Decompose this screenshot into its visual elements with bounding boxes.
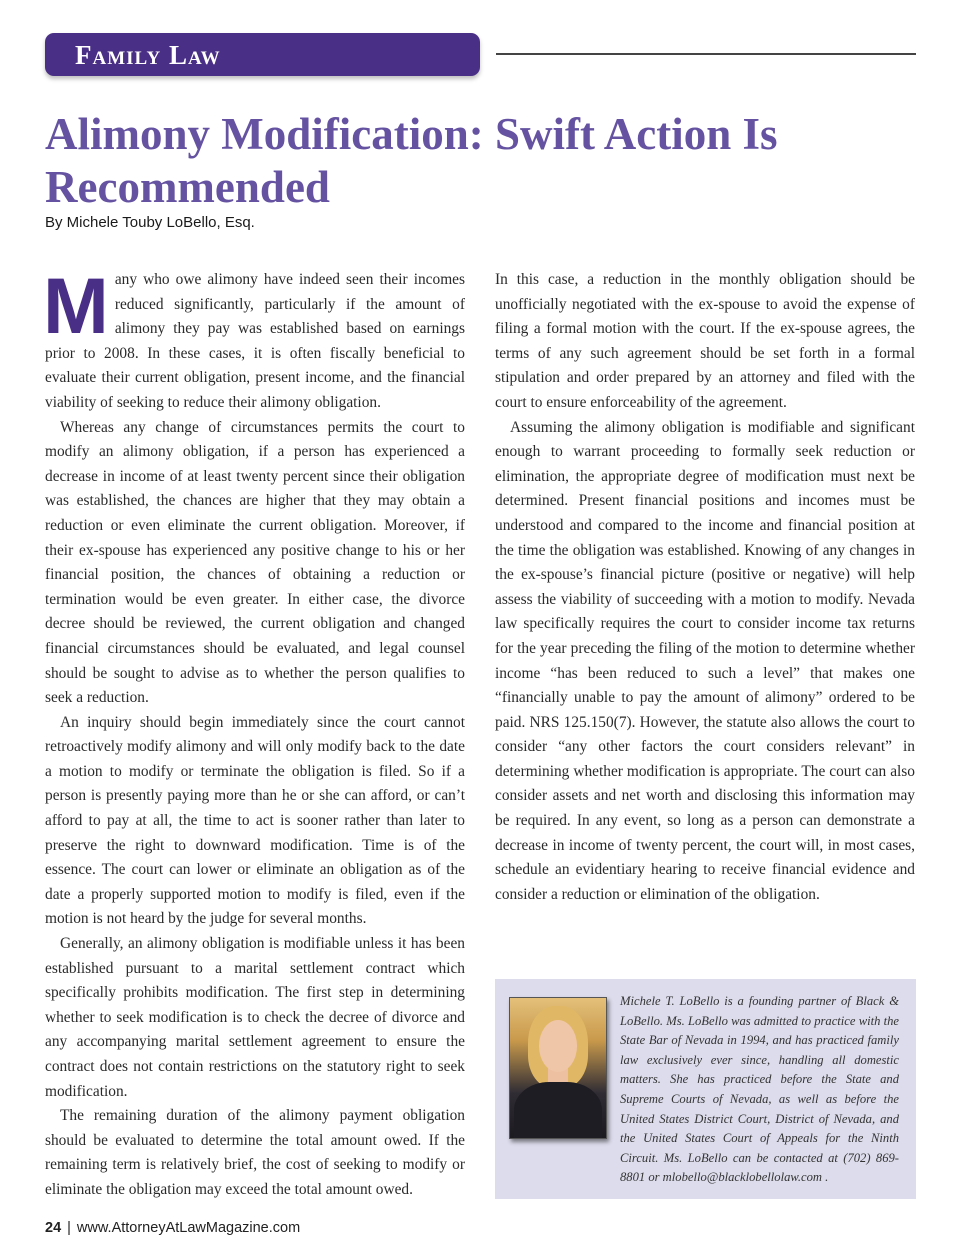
paragraph-text: any who owe alimony have indeed seen their incomes reduced significantly, particularly if the amount of alimony they pay was established based on earnings prior to 2008. In these cases, it is often fiscally beneficial to evaluate their current obligation, present income, and the financial viability of seeking to reduce their alimony obligation. xyxy=(45,271,465,411)
paragraph: In this case, a reduction in the monthly obligation should be unofficially negotiated with the ex-spouse to avoid the expense of filing a formal motion with the court. If the ex-spouse agrees, the terms of any such agreement should be set forth in a formal stipulation and order prepared by an attorney and filed with the court to ensure enforceability of the agreement. xyxy=(495,271,915,411)
article-title: Alimony Modification: Swift Action Is Recommended xyxy=(45,109,778,212)
author-photo xyxy=(509,997,607,1139)
footer-separator: | xyxy=(67,1220,71,1236)
header-divider xyxy=(496,53,916,55)
section-title: Family Law xyxy=(75,40,221,70)
section-banner xyxy=(45,33,480,76)
paragraph: Whereas any change of circumstances permits the court to modify an alimony obligation, if a person has experienced a decrease in income of at least twenty percent since their obligation was established, the chances are higher that they may obtain a reduction or even eliminate the current obligation. Moreover, if their ex-spouse has experienced any positive change to his or her financial position, the chances of obtaining a reduction or termination would be even greater. In either case, the divorce decree should be reviewed, the current obligation and changed financial circumstances should be evaluated, and legal counsel should be sought to advise as to whether the person qualifies to seek a reduction. xyxy=(45,418,465,707)
left-column xyxy=(43,261,465,1203)
website-link[interactable]: www.AttorneyAtLawMagazine.com xyxy=(76,1220,301,1236)
right-column xyxy=(495,268,915,907)
author-bio-box xyxy=(495,979,916,1199)
paragraph: Assuming the alimony obligation is modifiable and significant enough to warrant proceeding to formally seek reduction or elimination, the appropriate degree of modification must next be determined. Present financial positions and incomes must be understood and compared to the income and financial position at the time the obligation was established. Knowing of any changes in the ex-spouse’s financial picture (positive or negative) will help assess the viability of succeeding with a motion to modify. Nevada law specifically requires the court to consider income tax returns for the year preceding the filing of the motion to determine whether income “has been reduced to such a level” that makes one “financially unable to pay the amount of alimony” ordered to be paid. NRS 125.150(7). However, the statute also allows the court to consider “any other factors the court considers relevant” in determining whether modification is appropriate. The court can also consider assets and net worth and disclosing this information may be required. In any event, so long as a person can demonstrate a decrease in income of twenty percent, the court will, in most cases, schedule an evidentiary hearing to receive financial evidence and consider a reduction or elimination of the obligation. xyxy=(495,418,915,903)
paragraph xyxy=(43,261,465,416)
page-number: 24 xyxy=(45,1220,62,1236)
paragraph: Generally, an alimony obligation is modifiable unless it has been established pursuant to a marital settlement contract which specifically prohibits modification. The first step in determining whether to seek modification is to check the decree of divorce and any accompanying marital settlement agreement to ensure the contract does not contain restrictions on the statutory right to seek modification. xyxy=(45,935,465,1100)
paragraph: The remaining duration of the alimony payment obligation should be evaluated to determine the total amount owed. If the remaining term is relatively brief, the cost of seeking to modify or eliminate the obligation may exceed the total amount owed. xyxy=(45,1107,465,1198)
byline: By Michele Touby LoBello, Esq. xyxy=(45,214,255,231)
author-bio-text: Michele T. LoBello is a founding partner of Black & LoBello. Ms. LoBello was admitted to practice with the State Bar of Nevada in 1994, and has practiced family law exclusively ever since, handling all domestic matters. She has practiced before the State and Supreme Courts of Nevada, as well as before the United States District Court, District of Nevada, and the United States Court of Appeals for the Ninth Circuit. Ms. LoBello can be contacted at (702) 869-8801 or mlobello@blacklobellolaw.com . xyxy=(620,994,899,1185)
page-footer xyxy=(45,1220,300,1236)
drop-cap: M xyxy=(43,261,109,350)
paragraph: An inquiry should begin immediately since the court cannot retroactively modify alimony and will only modify back to the date a motion to modify or terminate the obligation is filed. So if a person is presently paying more than he or she can afford, or can’t afford to pay at all, the time to act is sooner rather than later to preserve the right to downward modification. Time is of the essence. The court can lower or eliminate an obligation as of the date a properly supported motion to modify is filed, even if the motion is not heard by the judge for several months. xyxy=(45,713,465,928)
